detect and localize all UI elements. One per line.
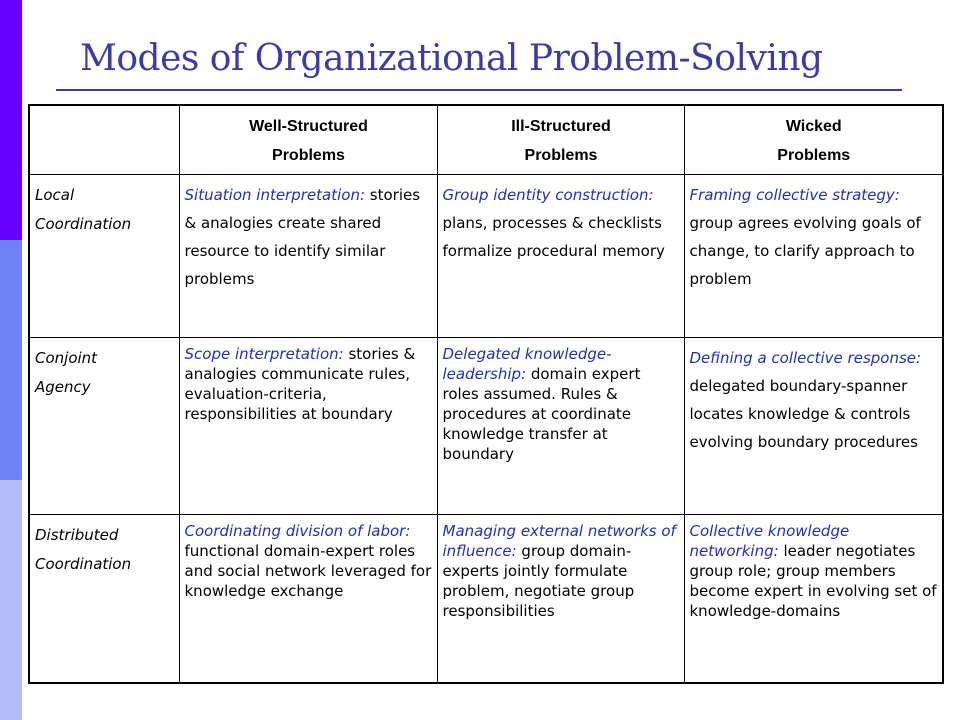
row-label-line: Local bbox=[35, 186, 75, 204]
cell-term: Collective knowledge networking: bbox=[689, 522, 850, 560]
row-label-line: Coordination bbox=[35, 555, 132, 573]
header-line: Problems bbox=[524, 147, 598, 164]
table-cell bbox=[684, 338, 943, 515]
row-label-distributed-coordination bbox=[29, 515, 179, 684]
cell-term: Group identity construction: bbox=[442, 186, 654, 204]
problem-solving-table bbox=[28, 104, 944, 684]
cell-term: Delegated knowledge-leadership: bbox=[442, 345, 612, 383]
header-line: Well-Structured bbox=[249, 118, 368, 135]
table-row bbox=[29, 515, 943, 684]
header-empty bbox=[29, 105, 179, 175]
table-cell bbox=[437, 515, 684, 684]
table-cell bbox=[179, 338, 437, 515]
cell-text: domain expert roles assumed. Rules & procedures at coordinate knowledge transfer at boundary bbox=[442, 365, 641, 463]
cell-term: Coordinating division of labor: bbox=[184, 522, 411, 540]
table-cell bbox=[179, 515, 437, 684]
header-line: Problems bbox=[272, 147, 345, 164]
header-wicked bbox=[684, 105, 943, 175]
table-cell bbox=[437, 175, 684, 338]
header-ill-structured bbox=[437, 105, 684, 175]
row-label-line: Conjoint bbox=[35, 349, 98, 367]
row-label-line: Agency bbox=[35, 378, 91, 396]
cell-text: group agrees evolving goals of change, to clarify approach to problem bbox=[689, 214, 921, 288]
row-label-local-coordination bbox=[29, 175, 179, 338]
table-cell bbox=[684, 515, 943, 684]
title-underline bbox=[56, 89, 902, 91]
row-label-conjoint-agency bbox=[29, 338, 179, 515]
accent-bar-bottom bbox=[0, 480, 22, 720]
header-line: Problems bbox=[777, 147, 851, 164]
table-cell bbox=[684, 175, 943, 338]
cell-term: Defining a collective response: bbox=[689, 349, 922, 367]
cell-text: stories & analogies communicate rules, evaluation-criteria, responsibilities at boundary bbox=[184, 345, 416, 423]
row-label-line: Distributed bbox=[35, 526, 119, 544]
cell-text: leader negotiates group role; group members become expert in evolving set of knowledge-domains bbox=[689, 542, 937, 620]
accent-bar-middle bbox=[0, 240, 22, 480]
cell-text: functional domain-expert roles and social network leveraged for knowledge exchange bbox=[184, 542, 432, 600]
cell-text: delegated boundary-spanner locates knowledge & controls evolving boundary procedures bbox=[689, 377, 918, 451]
table-row bbox=[29, 175, 943, 338]
cell-text: plans, processes & checklists formalize procedural memory bbox=[442, 214, 665, 260]
header-line: Wicked bbox=[785, 118, 842, 135]
header-row bbox=[29, 105, 943, 175]
header-well-structured bbox=[179, 105, 437, 175]
slide-title: Modes of Organizational Problem-Solving bbox=[80, 38, 823, 79]
table-cell bbox=[179, 175, 437, 338]
cell-term: Scope interpretation: bbox=[184, 345, 344, 363]
cell-text: stories & analogies create shared resource to identify similar problems bbox=[184, 186, 421, 288]
cell-term: Framing collective strategy: bbox=[689, 186, 900, 204]
accent-bar-top bbox=[0, 0, 22, 240]
table-row bbox=[29, 338, 943, 515]
cell-term: Situation interpretation: bbox=[184, 186, 365, 204]
row-label-line: Coordination bbox=[35, 215, 132, 233]
header-line: Ill-Structured bbox=[511, 118, 611, 135]
cell-text: group domain-experts jointly formulate problem, negotiate group responsibilities bbox=[442, 542, 635, 620]
table-cell bbox=[437, 338, 684, 515]
cell-term: Managing external networks of influence: bbox=[442, 522, 676, 560]
